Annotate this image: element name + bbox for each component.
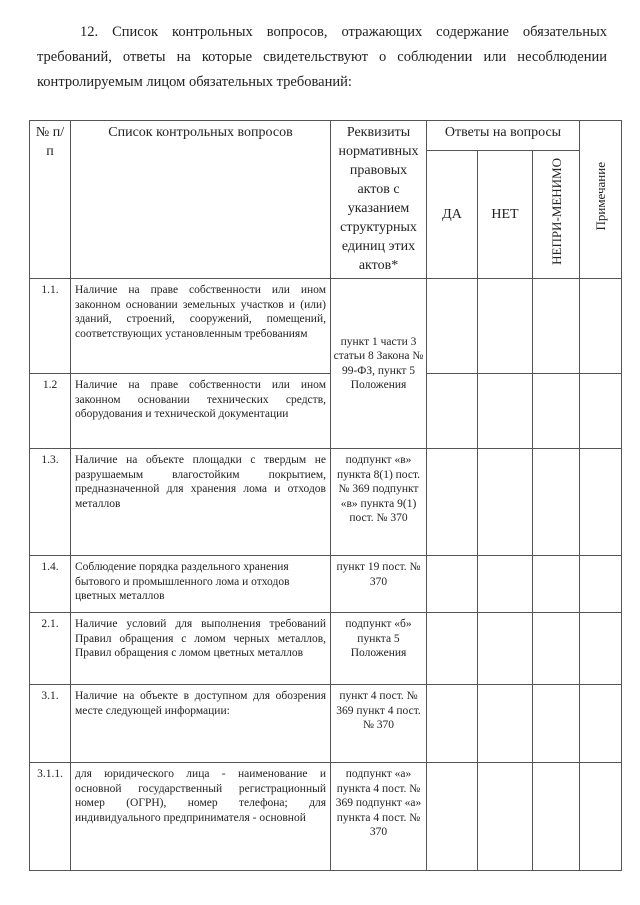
- table-row: [30, 374, 622, 449]
- answer-yes-cell[interactable]: [427, 685, 478, 763]
- table-row: [30, 556, 622, 613]
- answer-na-cell[interactable]: [533, 374, 580, 449]
- note-cell[interactable]: [580, 763, 622, 871]
- answer-no-cell[interactable]: [478, 279, 533, 374]
- row-ref: пункт 4 пост. № 369 пункт 4 пост. № 370: [331, 685, 427, 763]
- answer-na-cell[interactable]: [533, 449, 580, 556]
- table-row: [30, 763, 622, 871]
- header-na: НЕПРИ-МЕНИМО: [548, 158, 564, 265]
- row-question: Наличие условий для выполнения требований Правил обращения с ломом черных металлов, Правил обращения с ломом цветных металлов: [71, 613, 331, 685]
- row-question: для юридического лица - наименование и основной государственный регистрационный номер (ОГРН), номер телефона; для индивидуального предпринимателя - основной: [71, 763, 331, 871]
- header-note: Примечание: [593, 162, 608, 231]
- answer-no-cell[interactable]: [478, 374, 533, 449]
- header-note-cell: [580, 121, 622, 279]
- note-cell[interactable]: [580, 279, 622, 374]
- row-ref: подпункт «а» пункта 4 пост. № 369 подпункт «а» пункта 4 пост. № 370: [331, 763, 427, 871]
- row-ref: подпункт «б» пункта 5 Положения: [331, 613, 427, 685]
- note-cell[interactable]: [580, 556, 622, 613]
- row-question: Наличие на объекте в доступном для обозрения месте следующей информации:: [71, 685, 331, 763]
- answer-na-cell[interactable]: [533, 613, 580, 685]
- answer-yes-cell[interactable]: [427, 279, 478, 374]
- row-question: Соблюдение порядка раздельного хранения бытового и промышленного лома и отходов цветных металлов: [71, 556, 331, 613]
- note-cell[interactable]: [580, 685, 622, 763]
- note-cell[interactable]: [580, 449, 622, 556]
- header-yes: ДА: [427, 151, 478, 279]
- heading-text: 12. Список контрольных вопросов, отражающих содержание обязательных требований, ответы на которые свидетельствуют о соблюдении или несоблюдении контролируемым лицом обязательных требований:: [37, 24, 607, 90]
- row-question: Наличие на праве собственности или ином законном основании земельных участков и (или) зданий, строений, сооружений, помещений, соответствующих установленным требованиям: [71, 279, 331, 374]
- row-num: 1.1.: [30, 279, 71, 374]
- answer-yes-cell[interactable]: [427, 556, 478, 613]
- answer-na-cell[interactable]: [533, 279, 580, 374]
- section-heading: [37, 20, 607, 95]
- note-cell[interactable]: [580, 374, 622, 449]
- answer-yes-cell[interactable]: [427, 449, 478, 556]
- row-num: 3.1.: [30, 685, 71, 763]
- answer-yes-cell[interactable]: [427, 763, 478, 871]
- answer-na-cell[interactable]: [533, 763, 580, 871]
- control-questions-table: [29, 120, 622, 871]
- table-row: [30, 449, 622, 556]
- header-answers: Ответы на вопросы: [427, 121, 580, 151]
- header-refs: Реквизиты нормативных правовых актов с указанием структурных единиц этих актов*: [331, 121, 427, 279]
- row-num: 1.4.: [30, 556, 71, 613]
- table-row: [30, 685, 622, 763]
- answer-yes-cell[interactable]: [427, 613, 478, 685]
- answer-yes-cell[interactable]: [427, 374, 478, 449]
- row-num: 1.3.: [30, 449, 71, 556]
- row-question: Наличие на праве собственности или ином законном основании технических средств, оборудования и технической документации: [71, 374, 331, 449]
- header-na-cell: [533, 151, 580, 279]
- row-question: Наличие на объекте площадки с твердым не разрушаемым влагостойким покрытием, предназначенной для хранения лома и отходов металлов: [71, 449, 331, 556]
- table-row: [30, 613, 622, 685]
- table-row: [30, 279, 622, 374]
- row-ref: пункт 19 пост. № 370: [331, 556, 427, 613]
- answer-na-cell[interactable]: [533, 556, 580, 613]
- header-num: № п/п: [30, 121, 71, 279]
- answer-no-cell[interactable]: [478, 556, 533, 613]
- answer-na-cell[interactable]: [533, 685, 580, 763]
- answer-no-cell[interactable]: [478, 763, 533, 871]
- row-ref: подпункт «в» пункта 8(1) пост. № 369 подпункт «в» пункта 9(1) пост. № 370: [331, 449, 427, 556]
- header-questions: Список контрольных вопросов: [71, 121, 331, 279]
- row-num: 1.2: [30, 374, 71, 449]
- row-num: 2.1.: [30, 613, 71, 685]
- row-ref: пункт 1 части 3 статьи 8 Закона № 99-ФЗ, пункт 5 Положения: [331, 279, 427, 449]
- row-num: 3.1.1.: [30, 763, 71, 871]
- answer-no-cell[interactable]: [478, 613, 533, 685]
- note-cell[interactable]: [580, 613, 622, 685]
- answer-no-cell[interactable]: [478, 449, 533, 556]
- header-no: НЕТ: [478, 151, 533, 279]
- answer-no-cell[interactable]: [478, 685, 533, 763]
